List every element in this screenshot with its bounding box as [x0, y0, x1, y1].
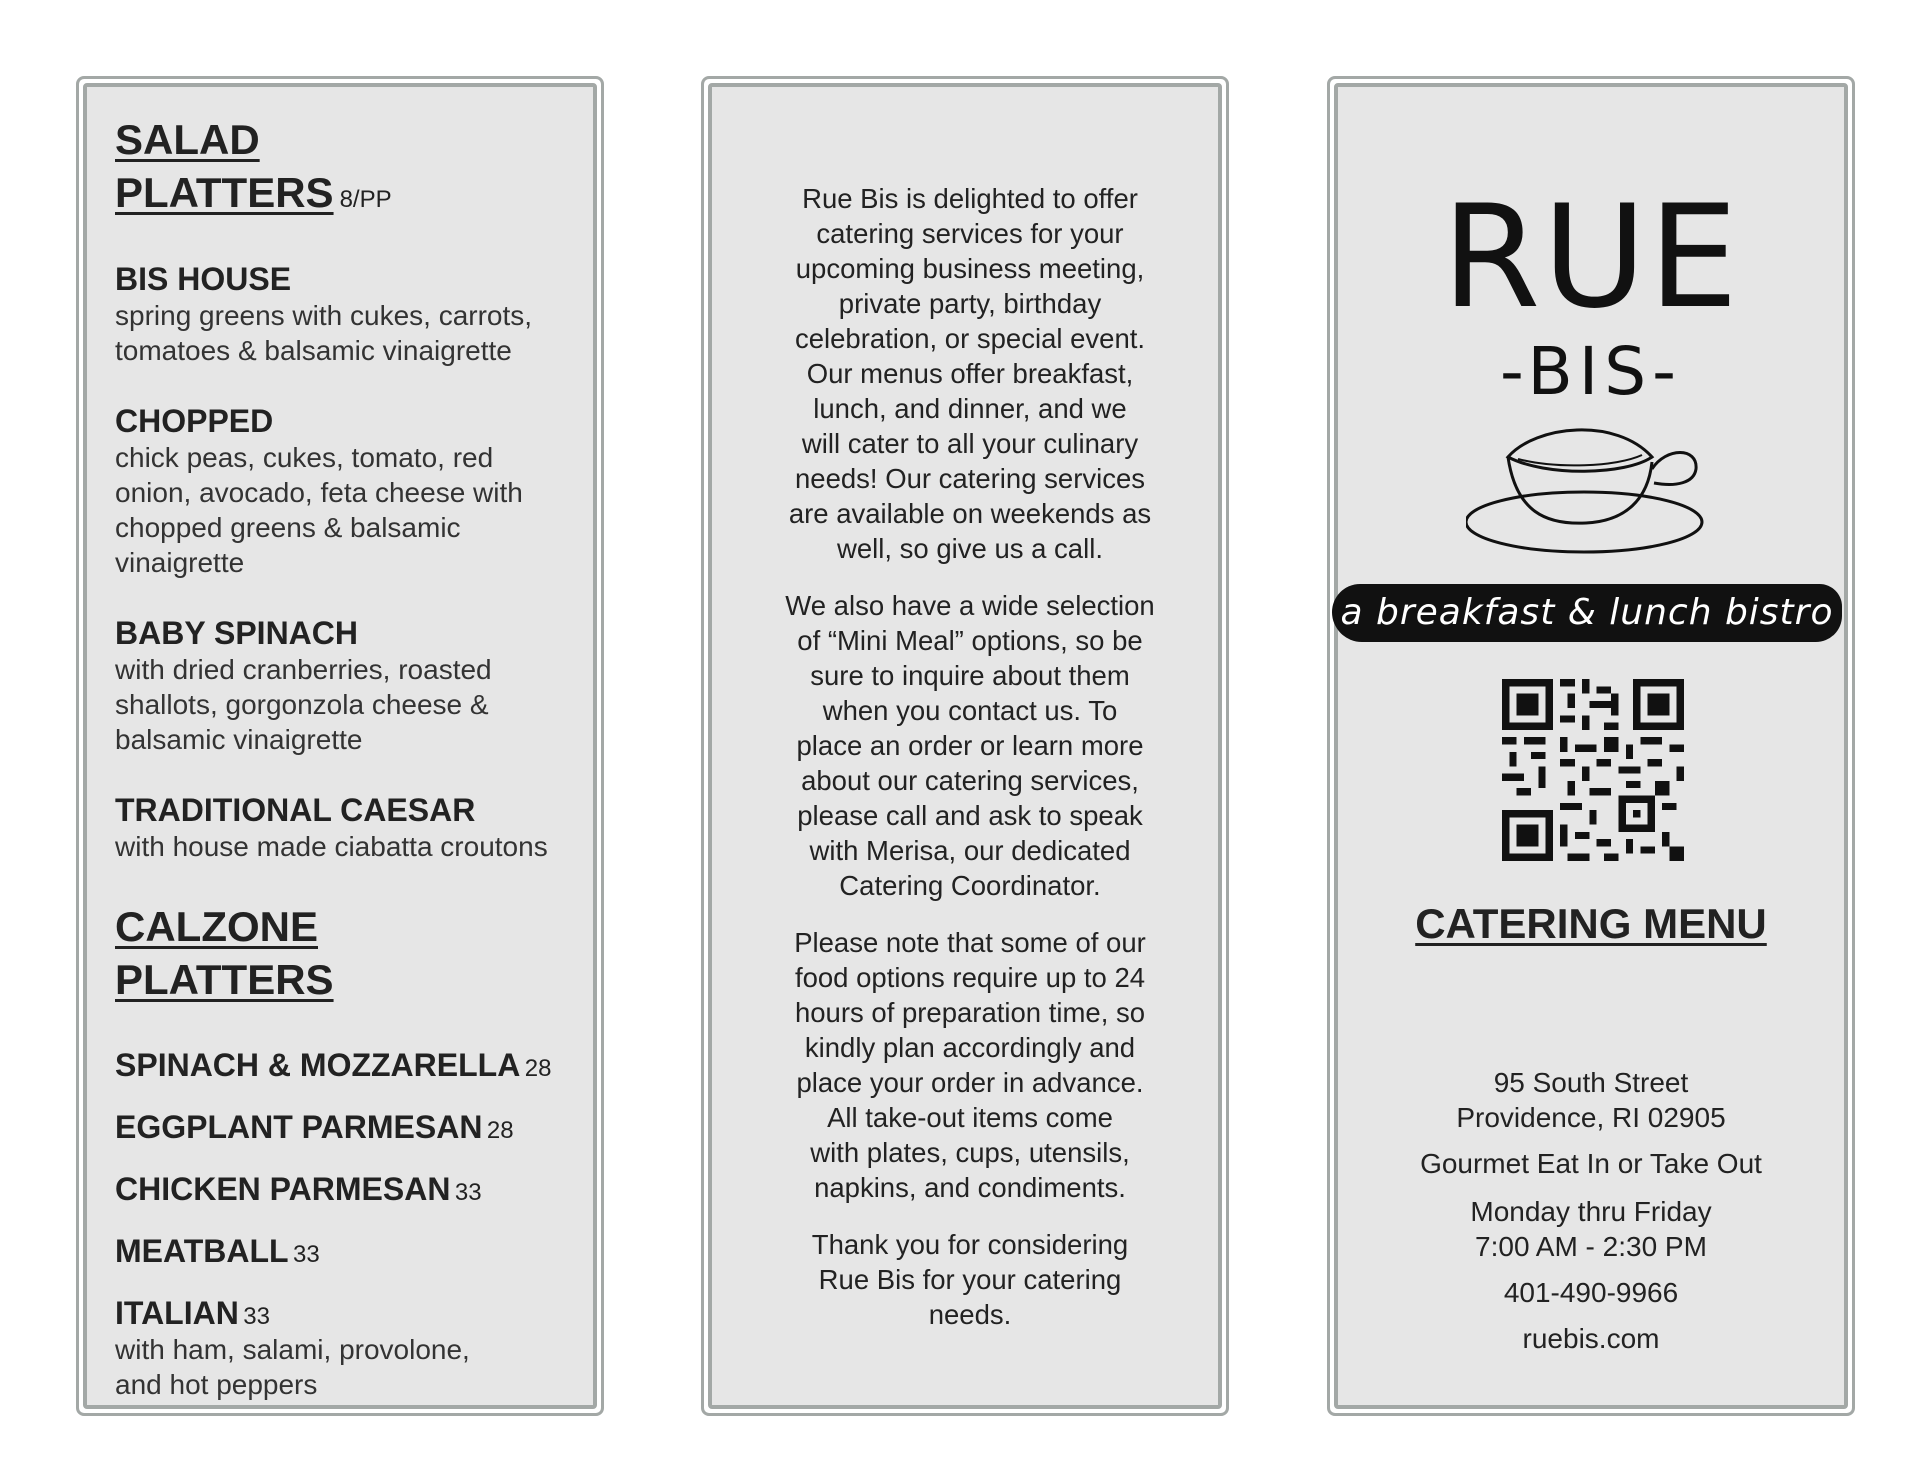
logo-main-text: RUE — [1441, 175, 1741, 340]
calzone-item-price: 33 — [243, 1303, 270, 1330]
left-content — [115, 113, 585, 1402]
para-line: place an order or learn more — [796, 730, 1144, 761]
para-line: are available on weekends as — [788, 498, 1152, 529]
para-line: Thank you for considering — [811, 1229, 1129, 1260]
tagline-banner: a breakfast & lunch bistro — [1332, 584, 1842, 642]
para-line: needs. — [928, 1299, 1012, 1330]
cover-panel — [1327, 76, 1855, 1416]
para-line: well, so give us a call. — [837, 533, 1103, 564]
desc-line: vinaigrette — [115, 547, 245, 578]
para-line: celebration, or special event. — [794, 323, 1146, 354]
service-text: Gourmet Eat In or Take Out — [1420, 1148, 1762, 1179]
para-line: food options require up to 24 — [794, 962, 1146, 993]
phone-number[interactable]: 401-490-9966 — [1503, 1277, 1679, 1308]
panel-inner-left — [83, 83, 597, 1409]
address-line-1: 95 South Street — [1493, 1067, 1689, 1098]
para-line: about our catering services, — [801, 765, 1139, 796]
business-hours: 7:00 AM - 2:30 PM — [1475, 1231, 1707, 1262]
para-line: Rue Bis for your catering — [818, 1264, 1122, 1295]
desc-line: with house made ciabatta croutons — [115, 831, 548, 862]
salad-title-line-2: PLATTERS — [115, 169, 334, 216]
website-link[interactable]: ruebis.com — [1522, 1323, 1660, 1354]
para-line: place your order in advance. — [796, 1067, 1144, 1098]
desc-line: chopped greens & balsamic — [115, 512, 461, 543]
para-line: needs! Our catering services — [794, 463, 1146, 494]
business-days: Monday thru Friday — [1470, 1196, 1712, 1227]
salad-item-desc — [115, 652, 585, 757]
para-line: of “Mini Meal” options, so be — [797, 625, 1143, 656]
para-line: with Merisa, our dedicated — [809, 835, 1131, 866]
calzone-item — [115, 1046, 585, 1084]
desc-line: tomatoes & balsamic vinaigrette — [115, 335, 512, 366]
logo-sub-text: -BIS- — [1500, 333, 1682, 410]
para-line: private party, birthday — [838, 288, 1102, 319]
salad-item — [115, 402, 585, 580]
para-line: will cater to all your culinary — [801, 428, 1139, 459]
salad-item — [115, 791, 585, 864]
para-line: Rue Bis is delighted to offer — [802, 183, 1138, 214]
calzone-item-price: 28 — [524, 1055, 552, 1082]
para-line: sure to inquire about them — [810, 660, 1130, 691]
para-line: napkins, and condiments. — [814, 1172, 1126, 1203]
calzone-item-name: ITALIAN — [115, 1295, 239, 1331]
calzone-item-price: 28 — [486, 1117, 514, 1144]
para-line: catering services for your — [816, 218, 1124, 249]
para-line: with plates, cups, utensils, — [810, 1137, 1130, 1168]
qr-code-icon[interactable] — [1502, 679, 1684, 861]
mini-meal-paragraph — [770, 588, 1170, 903]
salad-title-line-1: SALAD — [115, 116, 260, 163]
hours-block — [1338, 1194, 1844, 1264]
desc-line: with ham, salami, provolone, — [115, 1334, 470, 1365]
salad-item-name: TRADITIONAL CAESAR — [115, 792, 476, 828]
address-block — [1338, 1065, 1844, 1135]
salad-item — [115, 260, 585, 368]
address-line-2: Providence, RI 02905 — [1456, 1102, 1726, 1133]
calzone-title-line-2: PLATTERS — [115, 956, 334, 1003]
calzone-item-name: MEATBALL — [115, 1233, 289, 1269]
desc-line: onion, avocado, feta cheese with — [115, 477, 523, 508]
para-line: please call and ask to speak — [797, 800, 1143, 831]
salad-price: 8/PP — [339, 186, 392, 213]
thank-you-paragraph — [770, 1227, 1170, 1332]
calzone-section-title — [115, 900, 585, 1006]
salad-item-desc — [115, 829, 585, 864]
salad-item-name: BABY SPINACH — [115, 615, 358, 651]
para-line: kindly plan accordingly and — [804, 1032, 1136, 1063]
catering-menu-title: CATERING MENU — [1415, 900, 1767, 947]
para-line: Our menus offer breakfast, — [806, 358, 1134, 389]
para-line: Please note that some of our — [794, 927, 1146, 958]
panel-inner-mid — [708, 83, 1222, 1409]
desc-line: with dried cranberries, roasted — [115, 654, 492, 685]
calzone-item-name: CHICKEN PARMESAN — [115, 1171, 451, 1207]
calzone-item-name: EGGPLANT PARMESAN — [115, 1109, 483, 1145]
para-line: lunch, and dinner, and we — [813, 393, 1127, 424]
para-line: upcoming business meeting, — [795, 253, 1145, 284]
para-line: We also have a wide selection — [785, 590, 1155, 621]
coffee-cup-icon — [1466, 417, 1716, 567]
panel-inner-right — [1334, 83, 1848, 1409]
calzone-item — [115, 1294, 585, 1402]
preparation-paragraph — [770, 925, 1170, 1205]
para-line: hours of preparation time, so — [794, 997, 1146, 1028]
salad-section-title — [115, 113, 585, 226]
calzone-item-price: 33 — [293, 1241, 320, 1268]
intro-paragraph — [770, 181, 1170, 566]
salad-item-name: CHOPPED — [115, 403, 274, 439]
calzone-item — [115, 1170, 585, 1208]
calzone-item — [115, 1108, 585, 1146]
desc-line: balsamic vinaigrette — [115, 724, 363, 755]
about-catering-panel — [701, 76, 1229, 1416]
salad-calzone-panel — [76, 76, 604, 1416]
calzone-item-name: SPINACH & MOZZARELLA — [115, 1047, 521, 1083]
calzone-item — [115, 1232, 585, 1270]
desc-line: chick peas, cukes, tomato, red — [115, 442, 494, 473]
para-line: when you contact us. To — [822, 695, 1118, 726]
calzone-title-line-1: CALZONE — [115, 903, 318, 950]
calzone-item-price: 33 — [454, 1179, 482, 1206]
salad-item — [115, 614, 585, 757]
salad-item-desc — [115, 440, 585, 580]
para-line: Catering Coordinator. — [839, 870, 1101, 901]
desc-line: and hot peppers — [115, 1369, 318, 1400]
salad-item-desc — [115, 298, 585, 368]
mid-content — [770, 181, 1170, 1354]
desc-line: spring greens with cukes, carrots, — [115, 300, 533, 331]
calzone-item-desc — [115, 1332, 585, 1402]
para-line: All take-out items come — [827, 1102, 1113, 1133]
salad-item-name: BIS HOUSE — [115, 261, 292, 297]
desc-line: shallots, gorgonzola cheese & — [115, 689, 489, 720]
